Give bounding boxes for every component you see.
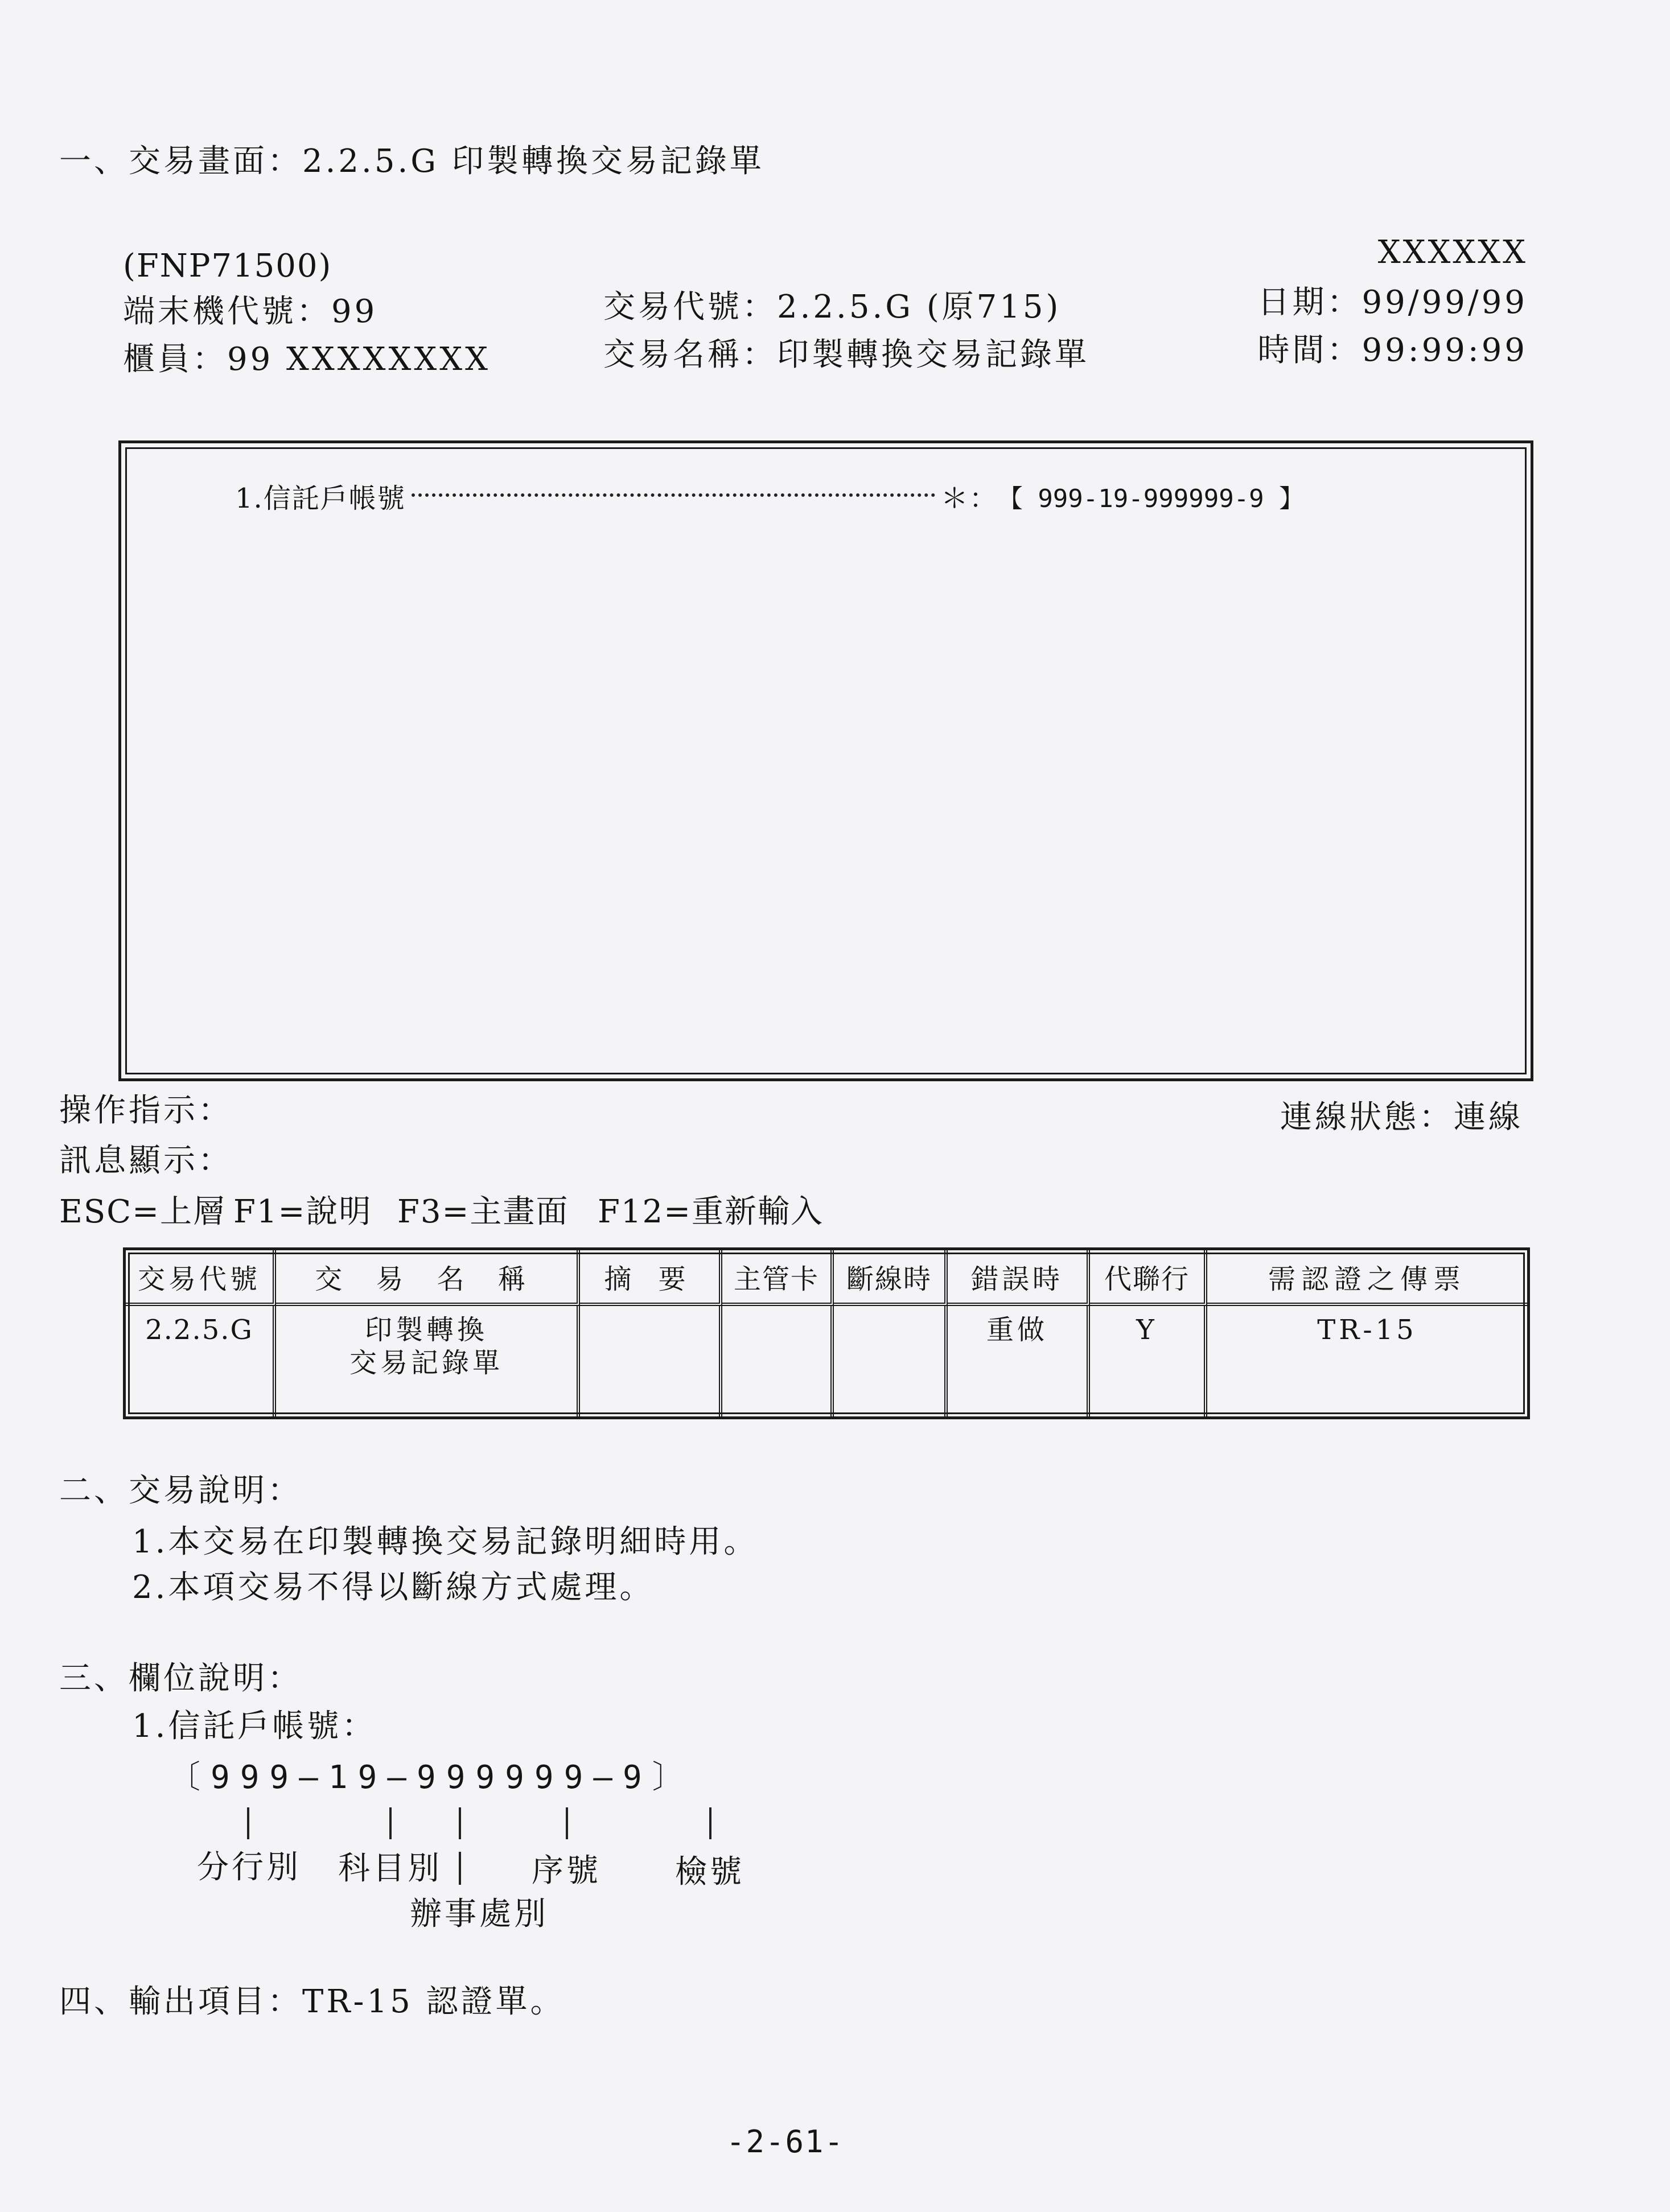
- section2-item-2: 2.本項交易不得以斷線方式處理。: [132, 1569, 655, 1606]
- section2-title: 二、交易說明：: [59, 1472, 302, 1509]
- col-header-supervisor: 主管卡: [722, 1250, 834, 1306]
- screen-title-placeholder: XXXXXX: [1377, 234, 1528, 271]
- office-pointer-extension: [459, 1852, 461, 1885]
- page-number: -2-61-: [726, 2124, 845, 2160]
- section4-output: 四、輸出項目：TR-15 認證單。: [59, 1983, 565, 2020]
- cell-voucher: TR-15: [1317, 1314, 1417, 1346]
- operation-prompt: 操作指示：: [59, 1092, 233, 1129]
- transaction-attribute-table: [123, 1247, 1530, 1419]
- function-key-f1[interactable]: F1=說明: [233, 1193, 372, 1230]
- col-header-agent: 代聯行: [1090, 1250, 1207, 1306]
- section1-title: 一、交易畫面：2.2.5.G 印製轉換交易記錄單: [59, 143, 764, 180]
- section3-title: 三、欄位說明：: [59, 1660, 302, 1697]
- teller-id: 櫃員：99 XXXXXXXX: [123, 341, 491, 378]
- table-row: [126, 1306, 1527, 1416]
- cell-name-line1: 印製轉換: [364, 1314, 488, 1346]
- account-field-input[interactable]: 【 999-19-999999-9 】: [997, 484, 1305, 513]
- message-display: 訊息顯示：: [59, 1142, 233, 1179]
- cell-summary: [580, 1306, 722, 1416]
- table-header-row: [126, 1250, 1527, 1306]
- label-branch: 分行別: [197, 1849, 301, 1886]
- cell-code: 2.2.5.G: [126, 1306, 276, 1416]
- transaction-code: 交易代號：2.2.5.G (原715): [603, 289, 1062, 326]
- account-field-label: 1.信託戶帳號: [235, 483, 406, 514]
- function-key-f3[interactable]: F3=主畫面: [397, 1193, 569, 1230]
- connection-status: 連線狀態：連線: [1280, 1099, 1523, 1136]
- label-office: 辦事處別: [410, 1896, 549, 1933]
- cell-error: 重做: [948, 1306, 1090, 1416]
- transaction-screen: [118, 440, 1533, 1081]
- cell-name: [276, 1306, 580, 1416]
- pointer-branch: [247, 1807, 249, 1839]
- cell-name-line2: 交易記錄單: [349, 1346, 503, 1379]
- cell-supervisor: [722, 1306, 834, 1416]
- account-format: 〔999—19—999999—9〕: [168, 1759, 694, 1796]
- col-header-voucher: 需認證之傳票: [1207, 1250, 1527, 1306]
- label-serial: 序號: [532, 1852, 601, 1889]
- cell-agent: Y: [1090, 1306, 1207, 1416]
- col-header-offline: 斷線時: [834, 1250, 948, 1306]
- time-display: 時間：99:99:99: [1257, 332, 1528, 369]
- label-check: 檢號: [675, 1853, 744, 1890]
- col-header-summary: 摘 要: [580, 1250, 722, 1306]
- account-field-row: [235, 476, 1304, 516]
- col-header-name: 交 易 名 稱: [276, 1250, 580, 1306]
- function-key-f12[interactable]: F12=重新輸入: [598, 1193, 824, 1230]
- field-desc-account: 1.信託戶帳號：: [132, 1708, 377, 1745]
- date-display: 日期：99/99/99: [1257, 284, 1528, 321]
- pointer-serial: [566, 1807, 568, 1839]
- pointer-check: [709, 1807, 711, 1839]
- col-header-error: 錯誤時: [948, 1250, 1090, 1306]
- leader-dots: [412, 493, 935, 497]
- function-key-esc[interactable]: ESC=上層: [59, 1193, 227, 1230]
- program-id: (FNP71500): [123, 248, 332, 285]
- transaction-name: 交易名稱：印製轉換交易記錄單: [603, 336, 1089, 373]
- col-header-code: 交易代號: [126, 1250, 276, 1306]
- label-subject: 科目別: [338, 1850, 442, 1887]
- section2-item-1: 1.本交易在印製轉換交易記錄明細時用。: [132, 1523, 759, 1560]
- required-marker: ＊：: [940, 483, 998, 514]
- terminal-id: 端末機代號：99: [123, 293, 378, 330]
- pointer-office: [459, 1807, 461, 1839]
- pointer-subject: [389, 1807, 392, 1839]
- cell-offline: [834, 1306, 948, 1416]
